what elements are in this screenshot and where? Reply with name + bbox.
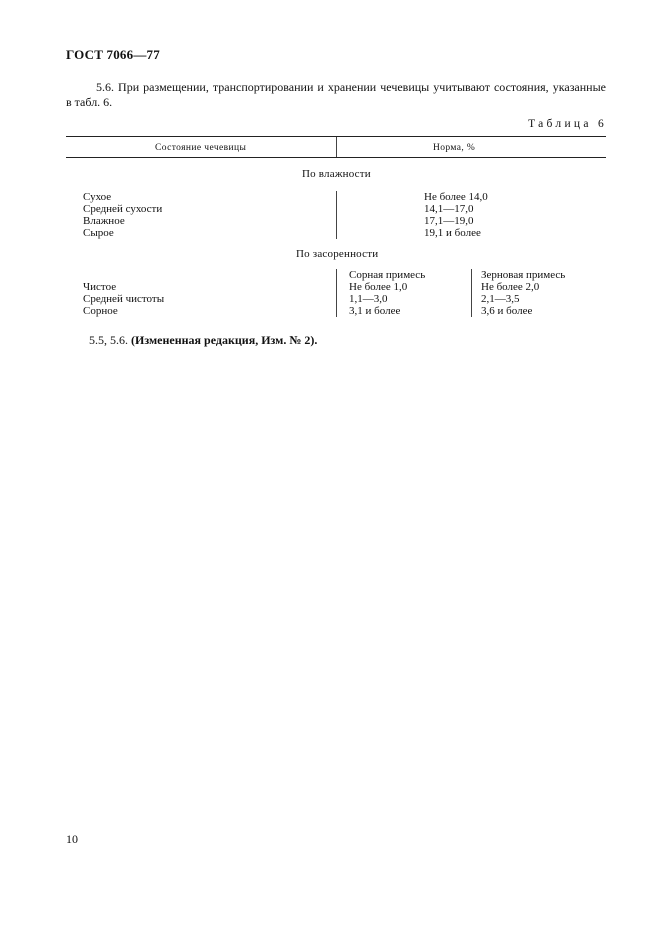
amendment-note-bold: (Измененная редакция, Изм. № 2). bbox=[131, 333, 318, 347]
subcolumn-weed-impurity: Сорная примесь bbox=[349, 269, 426, 281]
page-number: 10 bbox=[66, 832, 78, 846]
moisture-norm-1: Не более 14,0 bbox=[424, 191, 488, 203]
section-title-impurity: По засоренности bbox=[296, 248, 379, 260]
section-title-moisture: По влажности bbox=[302, 168, 371, 180]
moisture-norm-3: 17,1—19,0 bbox=[424, 215, 474, 227]
impurity-state-3: Сорное bbox=[83, 305, 118, 317]
impurity-column-divider-1 bbox=[336, 269, 337, 317]
document-code: ГОСТ 7066—77 bbox=[66, 47, 160, 62]
amendment-note-prefix: 5.5, 5.6. bbox=[89, 333, 131, 347]
intro-line-2: в табл. 6. bbox=[66, 95, 113, 109]
impurity-column-divider-2 bbox=[471, 269, 472, 317]
impurity-state-2: Средней чистоты bbox=[83, 293, 165, 305]
impurity-grain-3: 3,6 и более bbox=[481, 305, 533, 317]
impurity-grain-2: 2,1—3,5 bbox=[481, 293, 520, 305]
table-header-rule bbox=[66, 157, 606, 158]
moisture-state-3: Влажное bbox=[83, 215, 125, 227]
moisture-norm-4: 19,1 и более bbox=[424, 227, 481, 239]
moisture-norm-2: 14,1—17,0 bbox=[424, 203, 474, 215]
impurity-weed-1: Не более 1,0 bbox=[349, 281, 408, 293]
moisture-state-4: Сырое bbox=[83, 227, 114, 239]
moisture-state-1: Сухое bbox=[83, 191, 112, 203]
moisture-column-divider bbox=[336, 191, 337, 239]
amendment-note bbox=[89, 333, 317, 348]
intro-line-1: 5.6. При размещении, транспортировании и хранении чечевицы учитывают состояния, указанные bbox=[96, 80, 606, 94]
table-title: Таблица 6 bbox=[528, 118, 607, 130]
column-header-state: Состояние чечевицы bbox=[155, 143, 247, 153]
impurity-state-1: Чистое bbox=[83, 281, 117, 293]
impurity-weed-3: 3,1 и более bbox=[349, 305, 401, 317]
subcolumn-grain-impurity: Зерновая примесь bbox=[481, 269, 566, 281]
moisture-state-2: Средней сухости bbox=[83, 203, 163, 215]
impurity-weed-2: 1,1—3,0 bbox=[349, 293, 388, 305]
column-header-norm: Норма, % bbox=[433, 143, 476, 153]
impurity-grain-1: Не более 2,0 bbox=[481, 281, 540, 293]
header-column-divider bbox=[336, 137, 337, 157]
intro-paragraph bbox=[66, 80, 606, 110]
